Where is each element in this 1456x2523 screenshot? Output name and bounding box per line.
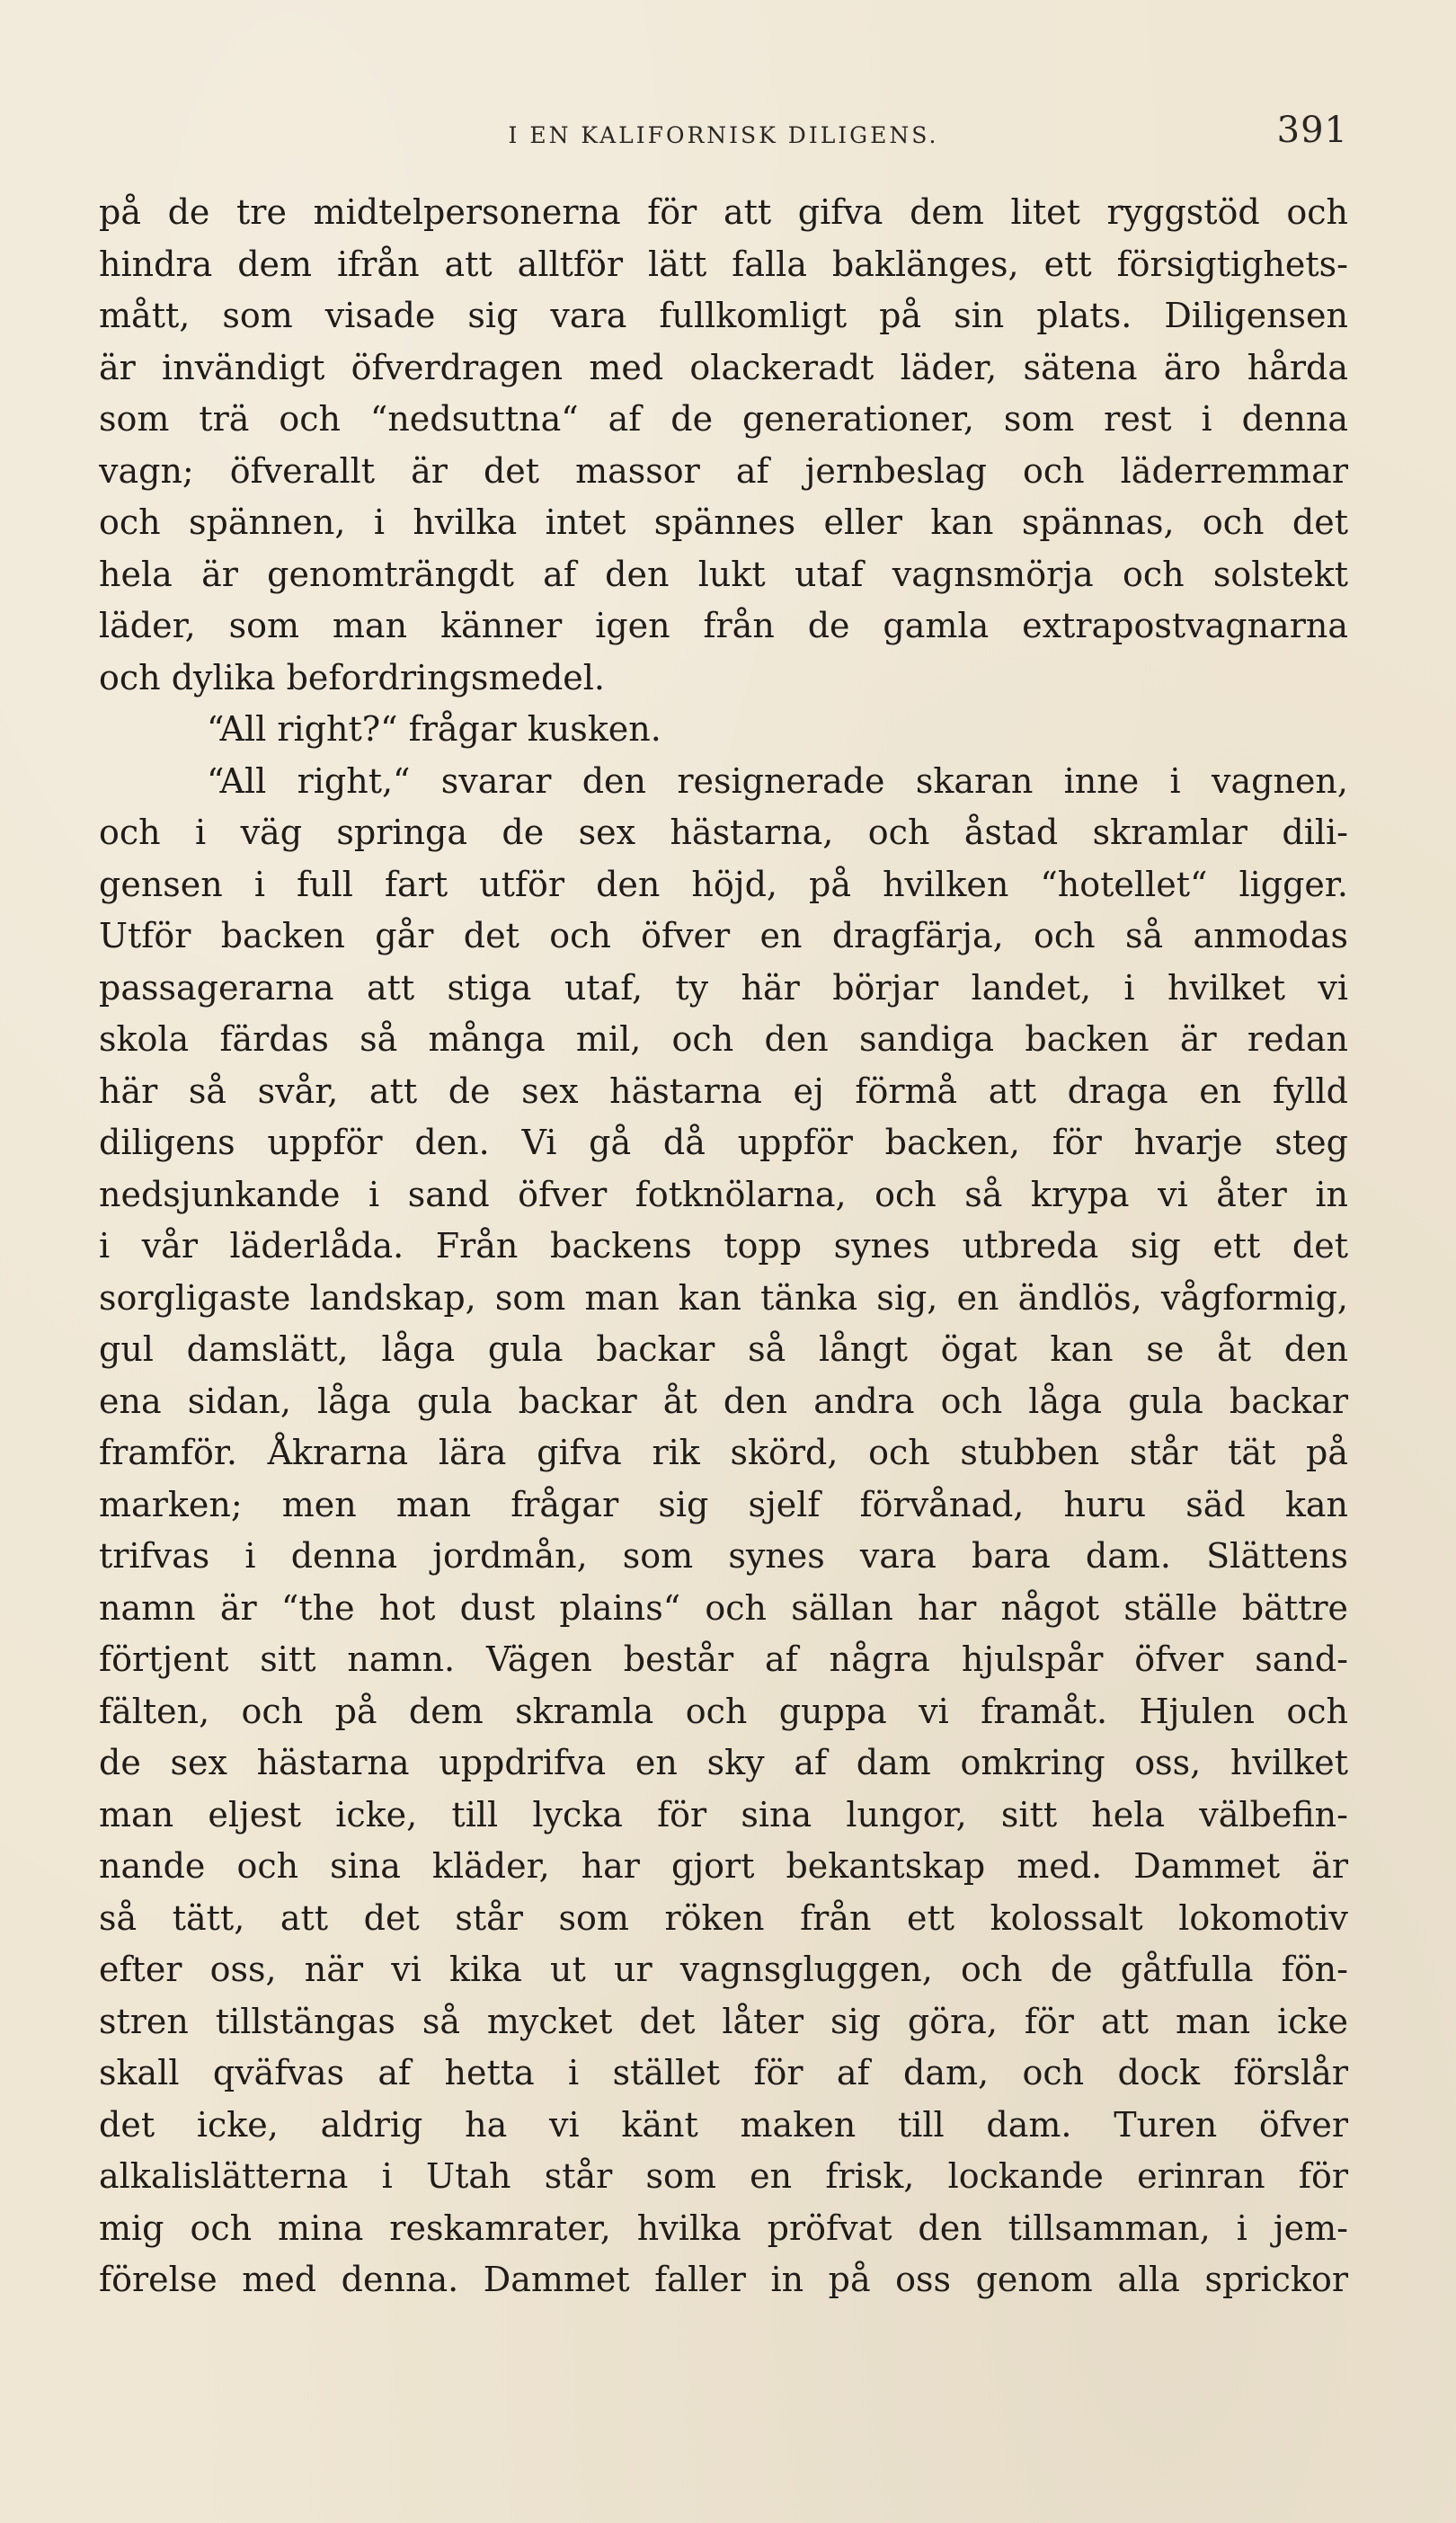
text-line: fälten, och på dem skramla och guppa vi framåt. Hjulen och (99, 1691, 1348, 1731)
text-line: nande och sina kläder, har gjort bekantskap med. Dammet är (99, 1846, 1348, 1886)
text-line: förelse med denna. Dammet faller in på oss genom alla sprickor (99, 2260, 1348, 2299)
text-line: trifvas i denna jordmån, som synes vara bara dam. Slättens (99, 1536, 1348, 1576)
text-line: hindra dem ifrån att alltför lätt falla baklänges, ett försigtighets- (99, 244, 1348, 284)
text-line: och dylika befordringsmedel. (99, 657, 606, 697)
page-header (99, 106, 1348, 160)
text-line: hela är genomträngdt af den lukt utaf vagnsmörja och solstekt (99, 554, 1348, 594)
text-line: så tätt, att det står som röken från ett kolossalt lokomotiv (99, 1897, 1348, 1938)
text-line: passagerarna att stiga utaf, ty här börjar landet, i hvilket vi (99, 967, 1348, 1008)
text-line: är invändigt öfverdragen med olackeradt läder, sätena äro hårda (99, 347, 1348, 387)
text-line: mig och mina reskamrater, hvilka pröfvat den tillsamman, i jem- (99, 2208, 1348, 2248)
text-line: “All right?“ frågar kusken. (207, 709, 661, 749)
text-line: Utför backen går det och öfver en dragfärja, och så anmodas (99, 916, 1348, 955)
page-number: 391 (1276, 110, 1348, 151)
text-line: förtjent sitt namn. Vägen består af några hjulspår öfver sand- (99, 1639, 1348, 1679)
text-line: som trä och “nedsuttna“ af de generationer, som rest i denna (99, 399, 1348, 439)
text-line: skola färdas så många mil, och den sandiga backen är redan (99, 1019, 1348, 1059)
text-line: “All right,“ svarar den resignerade skaran inne i vagnen, (207, 760, 1348, 801)
text-line: och i väg springa de sex hästarna, och åstad skramlar dili- (99, 813, 1348, 852)
text-line: stren tillstängas så mycket det låter sig göra, för att man icke (99, 2001, 1348, 2041)
text-line: man eljest icke, till lycka för sina lungor, sitt hela välbefin- (99, 1794, 1348, 1835)
text-line: i vår läderlåda. Från backens topp synes utbreda sig ett det (99, 1226, 1348, 1266)
text-line: framför. Åkrarna lära gifva rik skörd, och stubben står tät på (99, 1433, 1348, 1472)
text-line: mått, som visade sig vara fullkomligt på sin plats. Diligensen (99, 296, 1348, 335)
text-line: vagn; öfverallt är det massor af jernbeslag och läderremmar (99, 450, 1348, 491)
text-line: skall qväfvas af hetta i stället för af dam, och dock förslår (99, 2053, 1348, 2092)
text-line: och spännen, i hvilka intet spännes eller kan spännas, och det (99, 502, 1348, 542)
text-line: sorgligaste landskap, som man kan tänka sig, en ändlös, vågformig, (99, 1277, 1348, 1318)
text-line: efter oss, när vi kika ut ur vagnsgluggen, och de gåtfulla fön- (99, 1950, 1348, 1989)
text-line: gul damslätt, låga gula backar så långt ögat kan se åt den (99, 1329, 1348, 1369)
running-title: I EN KALIFORNISK DILIGENS. (508, 122, 939, 148)
body-text (99, 187, 1348, 2306)
text-line: det icke, aldrig ha vi känt maken till dam. Turen öfver (99, 2104, 1348, 2145)
text-line: namn är “the hot dust plains“ och sällan har något ställe bättre (99, 1587, 1348, 1628)
text-line: läder, som man känner igen från de gamla extrapostvagnarna (99, 606, 1348, 645)
text-line: alkalislätterna i Utah står som en frisk, lockande erinran för (99, 2156, 1348, 2196)
text-line: nedsjunkande i sand öfver fotknölarna, och så krypa vi åter in (99, 1174, 1348, 1214)
text-line: gensen i full fart utför den höjd, på hvilken “hotellet“ ligger. (99, 864, 1348, 904)
text-line: marken; men man frågar sig sjelf förvånad, huru säd kan (99, 1484, 1348, 1524)
text-line: diligens uppför den. Vi gå då uppför backen, för hvarje steg (99, 1123, 1348, 1162)
text-line: på de tre midtelpersonerna för att gifva dem litet ryggstöd och (99, 192, 1348, 232)
text-line: de sex hästarna uppdrifva en sky af dam omkring oss, hvilket (99, 1743, 1348, 1782)
text-line: ena sidan, låga gula backar åt den andra och låga gula backar (99, 1381, 1348, 1421)
text-line: här så svår, att de sex hästarna ej förmå att draga en fylld (99, 1070, 1348, 1111)
